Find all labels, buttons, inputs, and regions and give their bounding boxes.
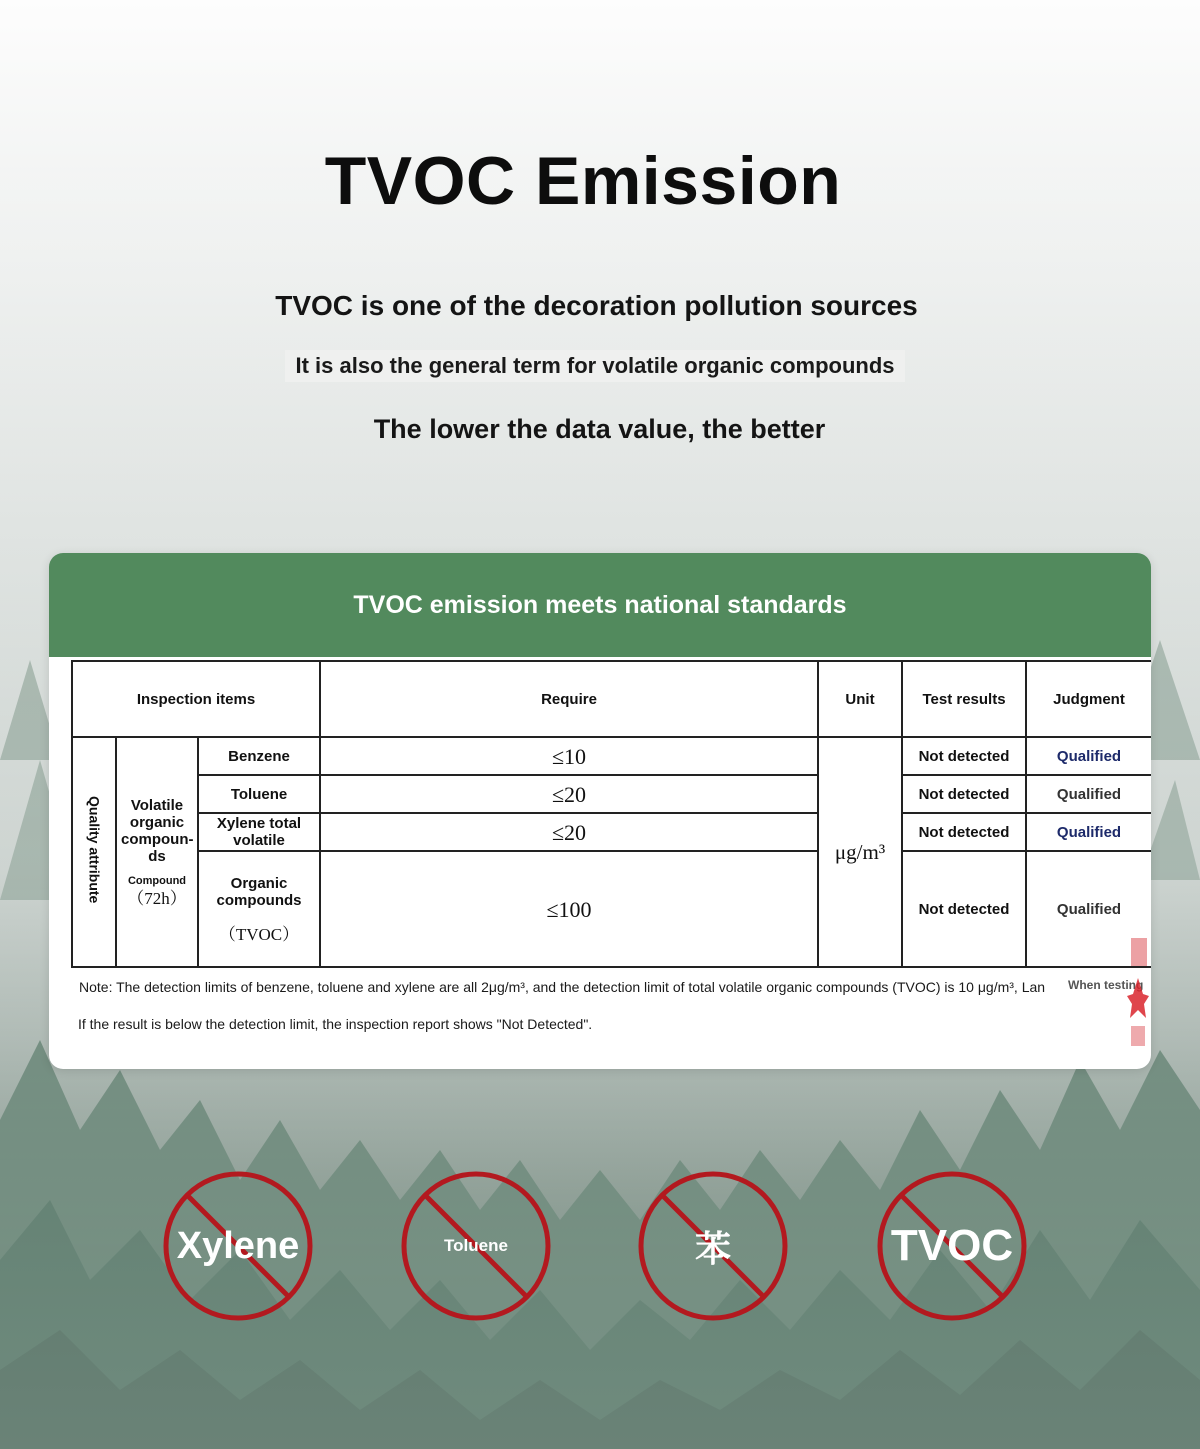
- badge-label: Toluene: [444, 1236, 508, 1255]
- standards-card: [49, 553, 1151, 1069]
- item-name: Organic compounds: [216, 874, 302, 909]
- category-cell: [116, 737, 198, 967]
- table-header-row: [72, 661, 1151, 737]
- col-header-items: Inspection items: [72, 661, 320, 737]
- intro-line-2-wrap: [0, 350, 1190, 382]
- note-not-detected: If the result is below the detection limit, the inspection report shows "Not Detected".: [78, 1016, 593, 1032]
- require-value: ≤10: [320, 737, 818, 775]
- intro-line-3: The lower the data value, the better: [373, 414, 826, 444]
- table-row: [72, 851, 1151, 967]
- page-title: TVOC Emission: [324, 143, 842, 219]
- no-tvoc-badge: [876, 1170, 1028, 1322]
- col-header-results: Test results: [902, 661, 1026, 737]
- badge-label: Xylene: [176, 1224, 300, 1267]
- category-label: Volatile organic compoun-ds: [121, 796, 194, 865]
- item-name: Xylene total volatile: [198, 813, 320, 851]
- no-toluene-badge: [400, 1170, 552, 1322]
- intro-line-2: It is also the general term for volatile organic compounds: [285, 350, 904, 382]
- table-row: [72, 737, 1151, 775]
- judgment-value: Qualified: [1026, 737, 1151, 775]
- badge-label: TVOC: [890, 1221, 1014, 1270]
- quality-attribute-cell: [72, 737, 116, 967]
- col-header-require: Require: [320, 661, 818, 737]
- unit-value: μg/m³: [818, 737, 902, 967]
- judgment-value: Qualified: [1026, 851, 1151, 967]
- note-side-text: When testing: [1068, 978, 1144, 992]
- inspection-table: [71, 660, 1151, 968]
- item-name: Benzene: [198, 737, 320, 775]
- duration-label: （72h）: [127, 888, 187, 908]
- badge-label: 苯: [694, 1227, 731, 1269]
- result-value: Not detected: [902, 775, 1026, 813]
- result-value: Not detected: [902, 737, 1026, 775]
- note-detection-limits: Note: The detection limits of benzene, toluene and xylene are all 2μg/m³, and the detection limit of total volatile organic compounds (TVOC) is 10 μg/m³, Lan: [79, 979, 1046, 995]
- require-value: ≤20: [320, 813, 818, 851]
- no-xylene-badge: [162, 1170, 314, 1322]
- require-value: ≤100: [320, 851, 818, 967]
- red-stamp-icon: [1127, 938, 1149, 1048]
- result-value: Not detected: [902, 851, 1026, 967]
- item-name-cell: [198, 851, 320, 967]
- col-header-judgment: Judgment: [1026, 661, 1151, 737]
- require-value: ≤20: [320, 775, 818, 813]
- judgment-value: Qualified: [1026, 775, 1151, 813]
- item-name: Toluene: [198, 775, 320, 813]
- category-sub-label: Compound: [127, 874, 187, 887]
- no-benzene-badge: [637, 1170, 789, 1322]
- result-value: Not detected: [902, 813, 1026, 851]
- intro-line-1: TVOC is one of the decoration pollution sources: [275, 290, 918, 321]
- item-extra: （TVOC）: [218, 924, 300, 944]
- table-row: [72, 813, 1151, 851]
- card-heading: TVOC emission meets national standards: [49, 553, 1151, 657]
- col-header-unit: Unit: [818, 661, 902, 737]
- table-row: [72, 775, 1151, 813]
- quality-attribute-label: Quality attribute: [86, 796, 103, 904]
- judgment-value: Qualified: [1026, 813, 1151, 851]
